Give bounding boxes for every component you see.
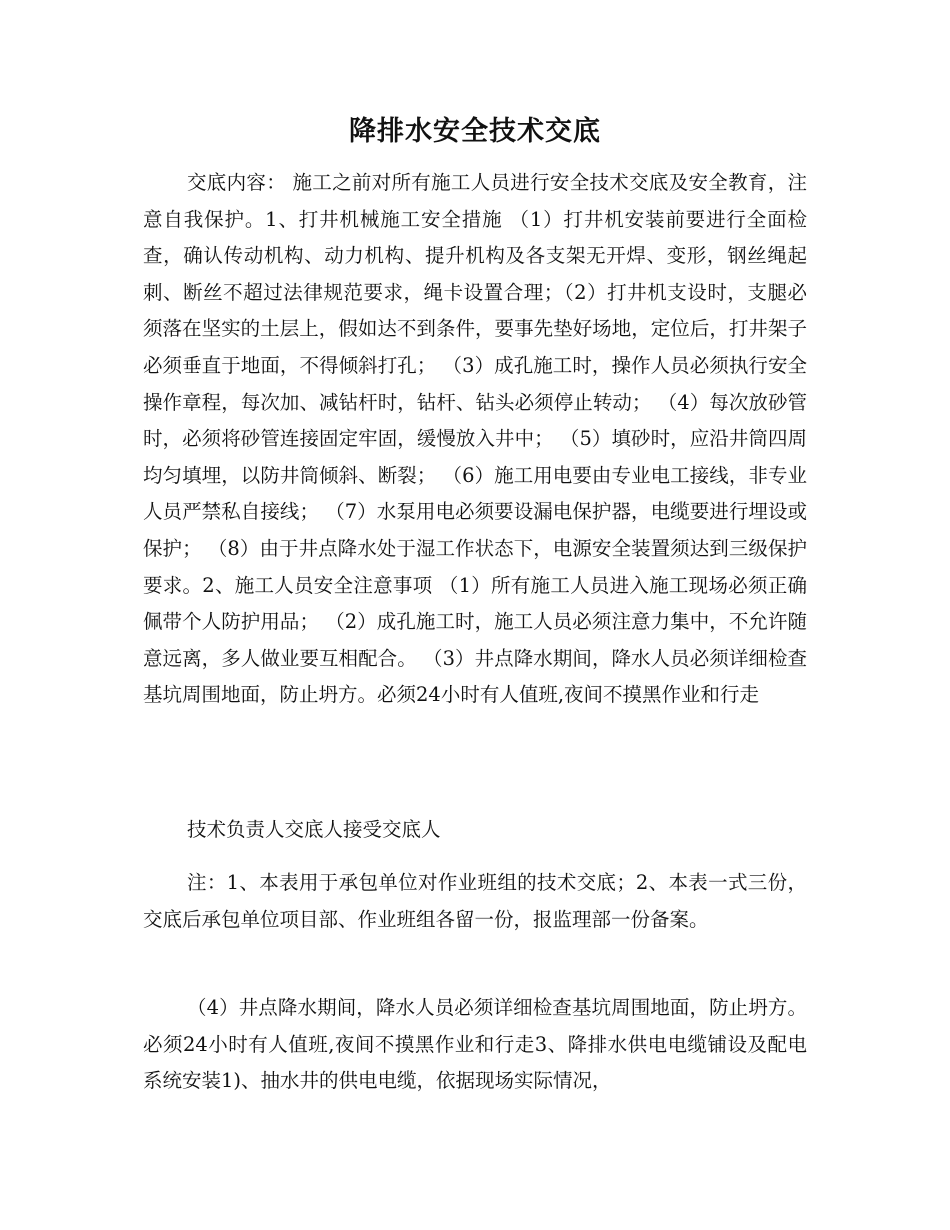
paragraph-continuation: （4）井点降水期间，降水人员必须详细检查基坑周围地面，防止坍方。必须24小时有人值班,夜间不摸黑作业和行走3、降排水供电电缆铺设及配电系统安装1)、抽水井的供电电缆，依据现场实际情况， <box>143 996 807 1093</box>
paragraph-note: 注：1、本表用于承包单位对作业班组的技术交底；2、本表一式三份，交底后承包单位项目部、作业班组各留一份，报监理部一份备案。 <box>143 871 807 931</box>
paragraph-main-content: 交底内容： 施工之前对所有施工人员进行安全技术交底及安全教育，注意自我保护。1、打井机械施工安全措施 （1）打井机安装前要进行全面检查，确认传动机构、动力机构、提升机构及各支架无开焊、变形，钢丝绳起刺、断丝不超过法律规范要求，绳卡设置合理；（2）打井机支设时，支腿必须落在坚实的土层上，假如达不到条件，要事先垫好场地，定位后，打井架子必须垂直于地面，不得倾斜打孔； （3）成孔施工时，操作人员必须执行安全操作章程，每次加、减钻杆时，钻杆、钻头必须停止转动； （4）每次放砂管时，必须将砂管连接固定牢固，缓慢放入井中； （5）填砂时，应沿井筒四周均匀填埋，以防井筒倾斜、断裂； （6）施工用电要由专业电工接线，非专业人员严禁私自接线； （7）水泵用电必须要设漏电保护器，电缆要进行埋设或保护； （8）由于井点降水处于湿工作状态下，电源安全装置须达到三级保护要求。2、施工人员安全注意事项 （1）所有施工人员进入施工现场必须正确佩带个人防护用品； （2）成孔施工时，施工人员必须注意力集中，不允许随意远离，多人做业要互相配合。 （3）井点降水期间，降水人员必须详细检查基坑周围地面，防止坍方。必须24小时有人值班,夜间不摸黑作业和行走 <box>143 171 807 707</box>
document-title: 降排水安全技术交底 <box>349 116 601 147</box>
paragraph-signatures: 技术负责人交底人接受交底人 <box>187 818 441 841</box>
